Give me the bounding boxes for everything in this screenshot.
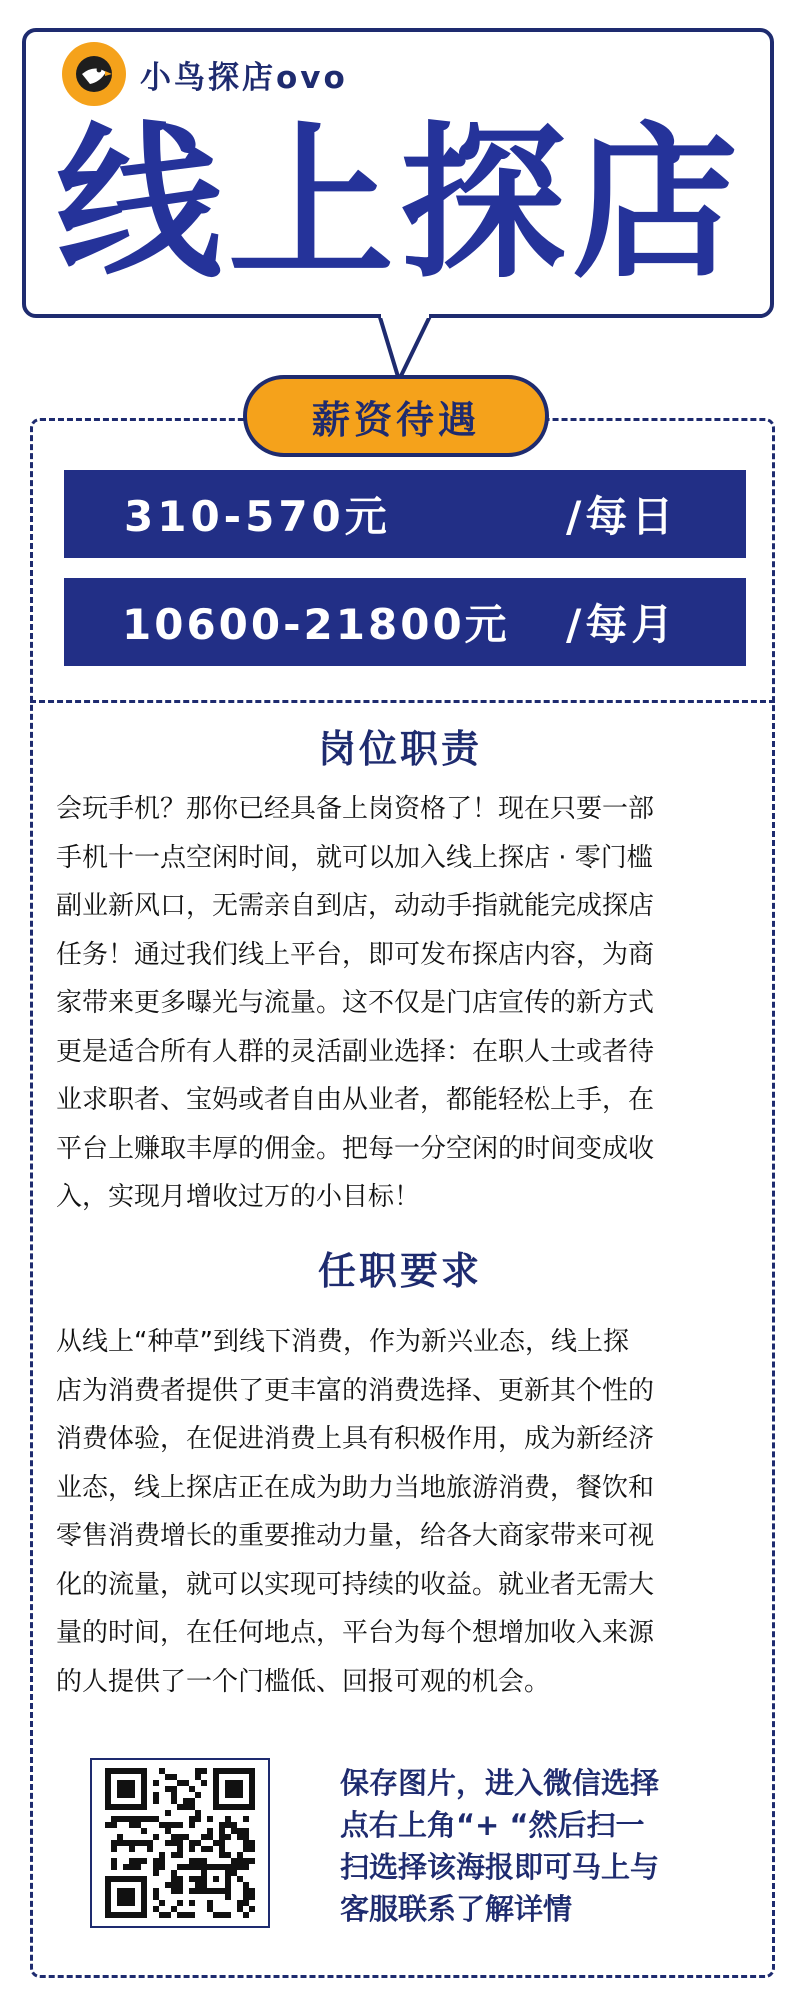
scan-instructions: [340, 1762, 760, 1930]
salary-monthly-bar: [64, 578, 746, 666]
qr-code[interactable]: [90, 1758, 270, 1928]
requirements-heading: 任职要求: [317, 1249, 482, 1293]
duties-line: 家带来更多曝光与流量。这不仅是门店宣传的新方式: [56, 988, 655, 1018]
scan-instruction-line: 点右上角“+ “然后扫一: [340, 1808, 645, 1842]
duties-paragraph: [56, 785, 756, 1222]
requirements-paragraph: [56, 1318, 756, 1706]
salary-daily-amount: 310-570元: [124, 492, 391, 541]
requirements-line: 零售消费增长的重要推动力量，给各大商家带来可视: [56, 1521, 655, 1551]
duties-heading: 岗位职责: [317, 727, 482, 771]
requirements-line: 的人提供了一个门槛低、回报可观的机会。: [56, 1666, 551, 1697]
qr-code-icon: [105, 1768, 255, 1918]
main-title: 线上探店: [56, 108, 744, 301]
requirements-line: 业态，线上探店正在成为助力当地旅游消费，餐饮和: [56, 1472, 655, 1503]
salary-monthly-amount: 10600-21800元: [122, 600, 510, 649]
bird-logo-icon: [62, 42, 126, 106]
requirements-line: 从线上“种草”到线下消费，作为新兴业态，线上探: [56, 1327, 629, 1357]
salary-daily-bar: [64, 470, 746, 558]
duties-line: 业求职者、宝妈或者自由从业者，都能轻松上手，在: [56, 1085, 655, 1115]
salary-label-pill: 薪资待遇: [243, 375, 549, 457]
brand-row: [62, 42, 348, 106]
brand-name: 小鸟探店ovo: [140, 59, 348, 96]
duties-line: 平台上赚取丰厚的佣金。把每一分空闲的时间变成收: [56, 1133, 655, 1164]
duties-line: 更是适合所有人群的灵活副业选择：在职人士或者待: [56, 1036, 655, 1067]
duties-line: 任务！通过我们线上平台，即可发布探店内容，为商: [56, 939, 655, 970]
scan-instruction-line: 扫选择该海报即可马上与: [340, 1850, 660, 1884]
bubble-tail: [375, 314, 435, 384]
requirements-line: 消费体验，在促进消费上具有积极作用，成为新经济: [56, 1424, 655, 1454]
salary-monthly-unit: /每月: [566, 600, 678, 649]
duties-line: 副业新风口，无需亲自到店，动动手指就能完成探店: [56, 891, 655, 921]
duties-line: 会玩手机？那你已经具备上岗资格了！现在只要一部: [56, 794, 655, 824]
scan-instruction-line: 保存图片，进入微信选择: [340, 1766, 660, 1800]
duties-line: 手机十一点空闲时间，就可以加入线上探店 · 零门槛: [56, 842, 653, 873]
salary-daily-unit: /每日: [566, 492, 678, 541]
scan-instruction-line: 客服联系了解详情: [340, 1892, 573, 1926]
requirements-line: 量的时间，在任何地点，平台为每个想增加收入来源: [56, 1618, 655, 1648]
requirements-line: 店为消费者提供了更丰富的消费选择、更新其个性的: [56, 1375, 655, 1406]
duties-line: 入，实现月增收过万的小目标！: [56, 1182, 421, 1212]
requirements-line: 化的流量，就可以实现可持续的收益。就业者无需大: [56, 1569, 655, 1600]
frame-divider: [30, 700, 775, 703]
